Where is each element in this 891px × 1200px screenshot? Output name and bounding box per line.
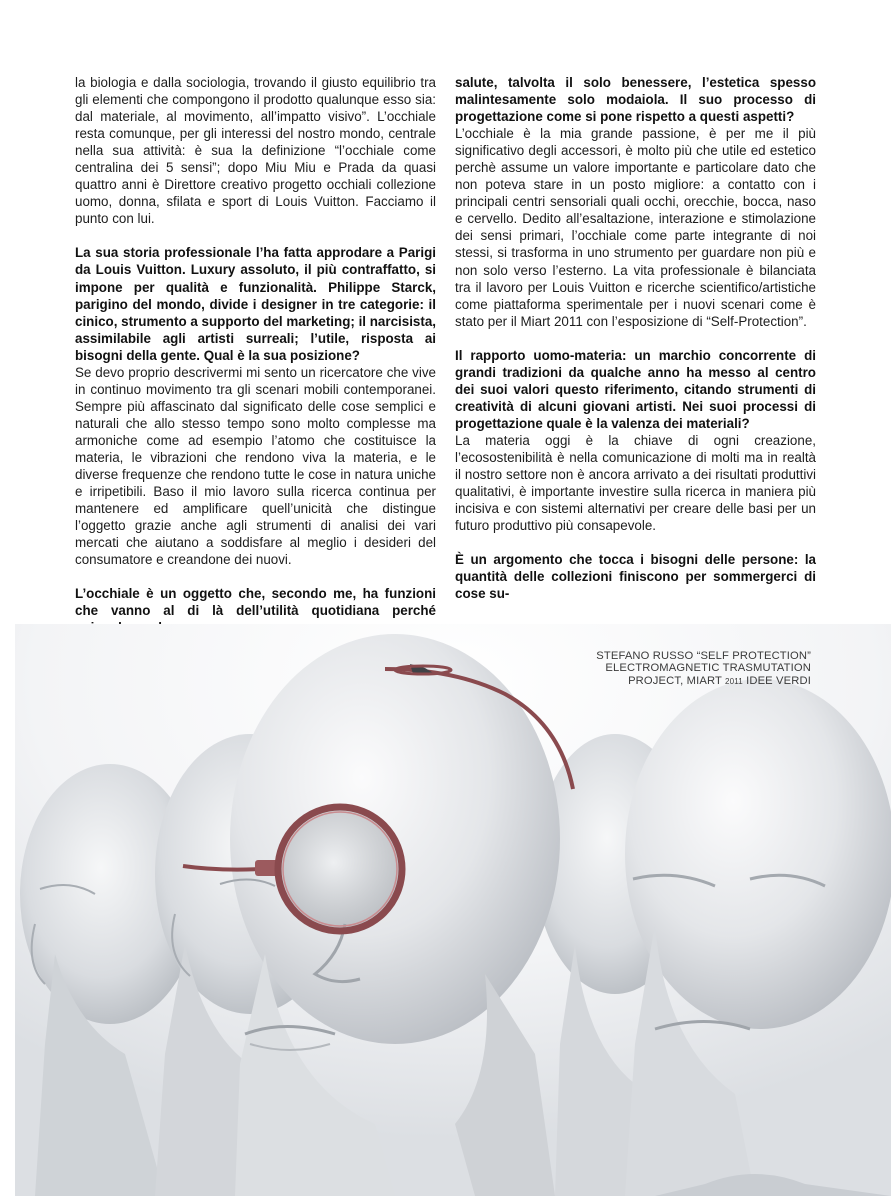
left-text-column xyxy=(75,74,436,636)
question-paragraph: salute, talvolta il solo benessere, l’estetica spesso malintesamente solo modaiola. Il suo processo di progettazione come si pone rispetto a questi aspetti? xyxy=(455,75,816,125)
right-text-column xyxy=(455,74,816,602)
answer-paragraph: L’occhiale è la mia grande passione, è per me il più significativo degli accessori, è molto più che utile ed estetico perchè assume un valore importante e particolare dato che non poteva stare in un posto migliore: a contatto con i principali centri sensoriali quali occhi, orecchie, bocca, naso e cervello. Dedito all’esaltazione, interazione e stimolazione dei sensi primari, l’occhiale come parte integrante di noi stessi, si trasforma in uno strumento per guardare non più e non solo verso l’esterno. La vita professionale è bilanciata tra il lavoro per Louis Vuitton e ricerche scientifico/artistiche come piattaforma sperimentale per i nuovi scenari come è stato per il Miart 2011 con l’esposizione di “Self-Protection”. xyxy=(455,126,816,329)
caption-line xyxy=(596,675,811,688)
mannequin-heads-photo xyxy=(15,624,891,1196)
photo-caption xyxy=(596,650,811,688)
question-paragraph: Il rapporto uomo-materia: un marchio concorrente di grandi tradizioni da qualche anno ha messo al centro dei suoi valori questo riferimento, citando strumenti di creatività di alcuni giovani artisti. Nei suoi processi di progettazione quale è la valenza dei materiali? xyxy=(455,347,816,431)
caption-text: PROJECT, MIART xyxy=(628,674,726,687)
caption-year: 2011 xyxy=(725,676,743,686)
answer-paragraph: Se devo proprio descrivermi mi sento un ricercatore che vive in continuo movimento tra gli scenari mobili contemporanei. Sempre più affascinato dal significato delle cose semplici e naturali che allo stesso tempo sono molto complesse ma armoniche come ad esempio l’atomo che costituisce la materia, le vibrazioni che rendono viva la materia, e le diverse frequenze che rendono tutte le cose in natura uniche e irripetibili. Baso il mio lavoro sulla ricerca continua per mantenere ed amplificare quell’unicità che distingue l’oggetto grazie anche agli strumenti di analisi dei vari mercati che aiutano a soddisfare al meglio i desideri del consumatore e creandone dei nuovi. xyxy=(75,364,436,568)
answer-paragraph: La materia oggi è la chiave di ogni creazione, l’ecosostenibilità è nella comunicazione di molti ma in realtà il nostro settore non è ancora arrivato a dei risultati produttivi qualitativi, è importante investire sulla ricerca in maniera più incisiva e con sistemi alternativi per creare delle basi per un futuro produttivo più consapevole. xyxy=(455,432,816,534)
question-paragraph: L’occhiale è un oggetto che, secondo me, ha funzioni che vanno al di là dell’utilità quotidiana perché xyxy=(75,586,436,619)
caption-text: IDEE VERDI xyxy=(742,674,811,687)
intro-paragraph: la biologia e dalla sociologia, trovando il giusto equilibrio tra gli elementi che compongono il prodotto qualunque esso sia: dal materiale, al movimento, all’impatto visivo”. L’occhiale resta comunque, per gli interessi del nostro mondo, centrale nella sua attività: è sua la definizione “l’occhiale come centralina dei 5 sensi”; dopo Miu Miu e Prada da quasi quattro anni è Direttore creativo progetto occhiali collezione uomo, donna, sfilata e sport di Louis Vuitton. Facciamo il punto con lui. xyxy=(75,75,436,227)
caption-line: STEFANO RUSSO “SELF PROTECTION” xyxy=(596,650,811,662)
caption-line: ELECTROMAGNETIC TRASMUTATION xyxy=(605,662,811,675)
question-paragraph: È un argomento che tocca i bisogni delle persone: la quantità delle collezioni finiscono per sommergerci di cose su- xyxy=(455,552,816,602)
question-paragraph: La sua storia professionale l’ha fatta approdare a Parigi da Louis Vuitton. Luxury assoluto, il più contraffatto, si impone per qualità e funzionalità. Philippe Starck, parigino del mondo, divide i designer in tre categorie: il cinico, strumento a supporto del marketing; il narcisista, assimilabile agli artisti surreali; l’utile, risposta ai bisogni della gente. Qual è la sua posizione? xyxy=(75,245,436,363)
